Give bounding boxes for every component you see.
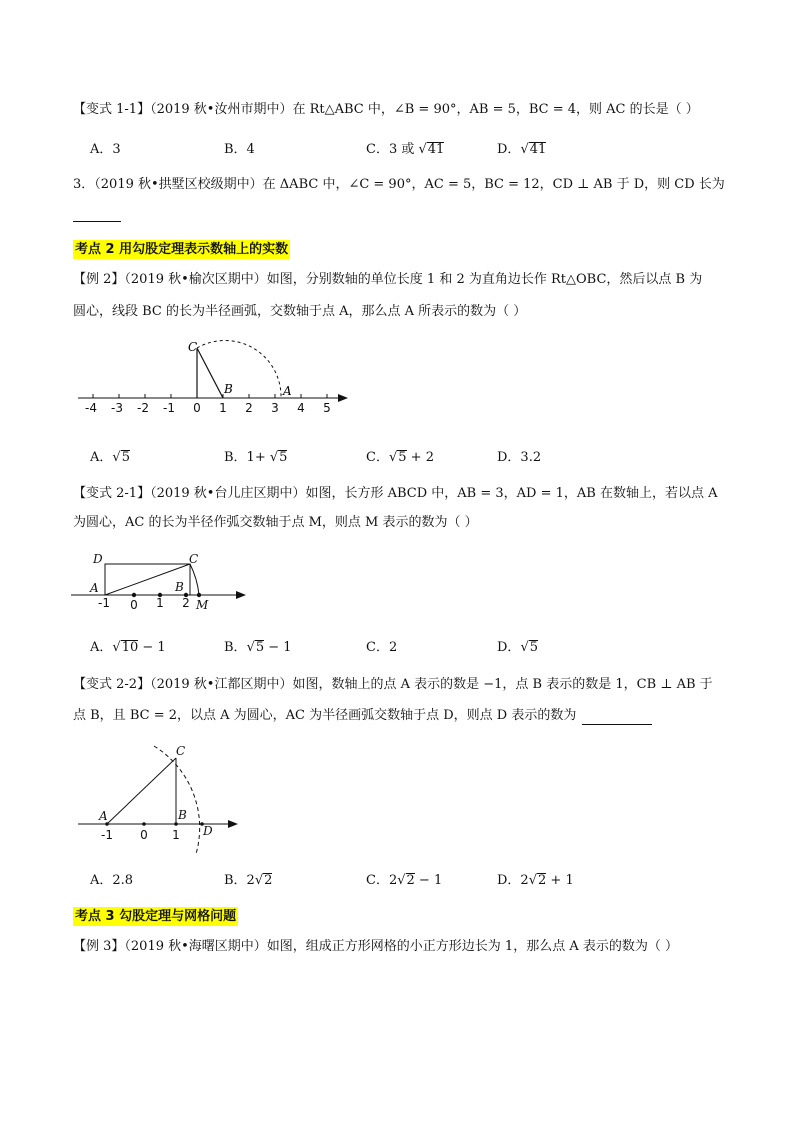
sqrt-icon: √ xyxy=(388,450,398,465)
variant-2-2-line-2 xyxy=(73,707,652,725)
tick-label: -3 xyxy=(111,401,123,415)
e2-option-b xyxy=(224,449,287,467)
v22-option-b xyxy=(224,872,272,890)
v11-option-c-prefix: C．3 或 xyxy=(366,142,419,157)
v22-option-d xyxy=(497,872,574,890)
sqrt-icon: √ xyxy=(528,873,537,888)
e2-option-a-prefix: A． xyxy=(90,450,113,465)
v22-option-a: A．2.8 xyxy=(90,873,134,888)
e2-option-a xyxy=(90,449,130,467)
tick-label: -1 xyxy=(98,596,110,610)
sqrt-icon: √ xyxy=(418,142,427,157)
e2-option-c-suffix: + 2 xyxy=(406,450,434,465)
tick-label: -2 xyxy=(137,401,149,415)
point-label-a: A xyxy=(283,384,292,398)
v22-option-d-suffix: + 1 xyxy=(546,873,574,888)
point-label-d: D xyxy=(203,824,213,838)
v11-option-a: A．3 xyxy=(90,142,121,157)
v21-option-d-prefix: D． xyxy=(497,640,521,655)
v22-option-c-suffix: − 1 xyxy=(414,873,443,888)
v21-option-b-radicand: 5 xyxy=(255,640,265,655)
tick-label: -1 xyxy=(101,828,113,842)
e2-option-b-prefix: B．1+ xyxy=(224,450,270,465)
tick-label: 1 xyxy=(172,828,180,842)
v22-option-d-radicand: 2 xyxy=(538,873,547,888)
variant-2-1-figure xyxy=(68,548,253,613)
v21-option-a-radicand: 10 xyxy=(121,640,139,655)
e2-option-c-prefix: C． xyxy=(366,450,389,465)
tick-label: 0 xyxy=(193,401,201,415)
question-3-answer-blank xyxy=(73,204,121,222)
point-label-b: B xyxy=(175,580,184,594)
v11-option-d xyxy=(497,141,546,159)
point-label-d: D xyxy=(93,552,103,566)
v22-option-b-radicand: 2 xyxy=(264,873,273,888)
v21-option-b-prefix: B． xyxy=(224,640,247,655)
v22-option-b-prefix: B．2 xyxy=(224,873,255,888)
v11-option-b: B．4 xyxy=(224,142,255,157)
tick-label: 0 xyxy=(130,598,138,612)
example-3-question: 【例 3】（2019 秋•海曙区期中）如图，组成正方形网格的小正方形边长为 1，那么点 A 表示的数为（ ） xyxy=(73,939,678,954)
point-label-b: B xyxy=(224,382,233,396)
v21-option-a xyxy=(90,639,166,657)
point-label-a: A xyxy=(90,581,99,595)
example-2-line-1: 【例 2】（2019 秋•榆次区期中）如图，分别数轴的单位长度 1 和 2 为直角边长作 Rt△OBC，然后以点 B 为 xyxy=(73,272,703,287)
sqrt-icon: √ xyxy=(112,640,121,655)
variant-1-1-question: 【变式 1-1】（2019 秋•汝州市期中）在 Rt△ABC 中，∠B = 90°，AB = 5，BC = 4，则 AC 的长是（ ） xyxy=(73,102,699,117)
v21-option-b-suffix: − 1 xyxy=(264,640,292,655)
e2-option-b-radicand: 5 xyxy=(279,450,288,465)
tick-label: 2 xyxy=(182,596,190,610)
e2-option-c xyxy=(366,449,434,467)
point-label-a: A xyxy=(99,809,108,823)
point-label-b: B xyxy=(178,808,187,822)
variant-2-2-line-1: 【变式 2-2】（2019 秋•江都区期中）如图，数轴上的点 A 表示的数是 −1，点 B 表示的数是 1，CB ⊥ AB 于 xyxy=(73,677,713,692)
question-3: 3．（2019 秋•拱墅区校级期中）在 ΔABC 中，∠C = 90°，AC = 5，BC = 12，CD ⊥ AB 于 D，则 CD 长为 xyxy=(73,177,725,192)
v11-option-d-radicand: 41 xyxy=(529,142,547,157)
sqrt-icon: √ xyxy=(397,873,406,888)
v22-option-c-radicand: 2 xyxy=(406,873,415,888)
tick-label: 3 xyxy=(271,401,279,415)
tick-label: 4 xyxy=(297,401,305,415)
section-3-title: 考点 3 勾股定理与网格问题 xyxy=(75,909,237,924)
tick-label: -4 xyxy=(85,401,97,415)
sqrt-icon: √ xyxy=(112,450,121,465)
v22-option-c-prefix: C．2 xyxy=(366,873,398,888)
sqrt-icon: √ xyxy=(254,873,264,888)
section-2-title: 考点 2 用勾股定理表示数轴上的实数 xyxy=(75,242,289,257)
point-label-c: C xyxy=(176,744,186,758)
tick-label: 1 xyxy=(219,401,227,415)
v11-option-d-prefix: D． xyxy=(497,142,521,157)
v21-option-b xyxy=(224,639,292,657)
v21-option-c: C．2 xyxy=(366,640,398,655)
example-2-line-2: 圆心，线段 BC 的长为半径画弧，交数轴于点 A，那么点 A 所表示的数为（ ） xyxy=(73,304,527,319)
example-2-figure xyxy=(70,336,360,416)
sqrt-icon: √ xyxy=(269,450,279,465)
e2-option-a-radicand: 5 xyxy=(121,450,130,465)
answer-blank xyxy=(582,710,652,725)
sqrt-icon: √ xyxy=(520,142,529,157)
variant-2-2-figure xyxy=(74,742,244,860)
tick-label: 1 xyxy=(156,596,164,610)
sqrt-icon: √ xyxy=(246,640,255,655)
v22-option-c xyxy=(366,872,442,890)
v11-option-c xyxy=(366,141,444,159)
point-label-m: M xyxy=(196,598,209,612)
variant-2-1-line-2: 为圆心，AC 的长为半径作弧交数轴于点 M，则点 M 表示的数为（ ） xyxy=(73,515,478,530)
tick-label: 5 xyxy=(323,401,331,415)
v21-option-a-prefix: A． xyxy=(90,640,113,655)
sqrt-icon: √ xyxy=(520,640,529,655)
tick-label: -1 xyxy=(163,401,175,415)
point-label-c: C xyxy=(189,552,199,566)
tick-label: 2 xyxy=(245,401,253,415)
point-label-c: C xyxy=(188,340,198,354)
v21-option-d-radicand: 5 xyxy=(529,640,539,655)
tick-label: 0 xyxy=(140,828,148,842)
e2-option-d: D．3.2 xyxy=(497,450,542,465)
e2-option-c-radicand: 5 xyxy=(398,450,407,465)
v21-option-d xyxy=(497,639,538,657)
v21-option-a-suffix: − 1 xyxy=(138,640,166,655)
variant-2-1-line-1: 【变式 2-1】（2019 秋•台儿庄区期中）如图，长方形 ABCD 中，AB = 3，AD = 1，AB 在数轴上，若以点 A xyxy=(73,486,718,501)
variant-2-2-line-2-text: 点 B，且 BC = 2，以点 A 为圆心，AC 为半径画弧交数轴于点 D，则点 D 表示的数为 xyxy=(73,708,577,723)
v11-option-c-radicand: 41 xyxy=(427,142,445,157)
v22-option-d-prefix: D．2 xyxy=(497,873,529,888)
